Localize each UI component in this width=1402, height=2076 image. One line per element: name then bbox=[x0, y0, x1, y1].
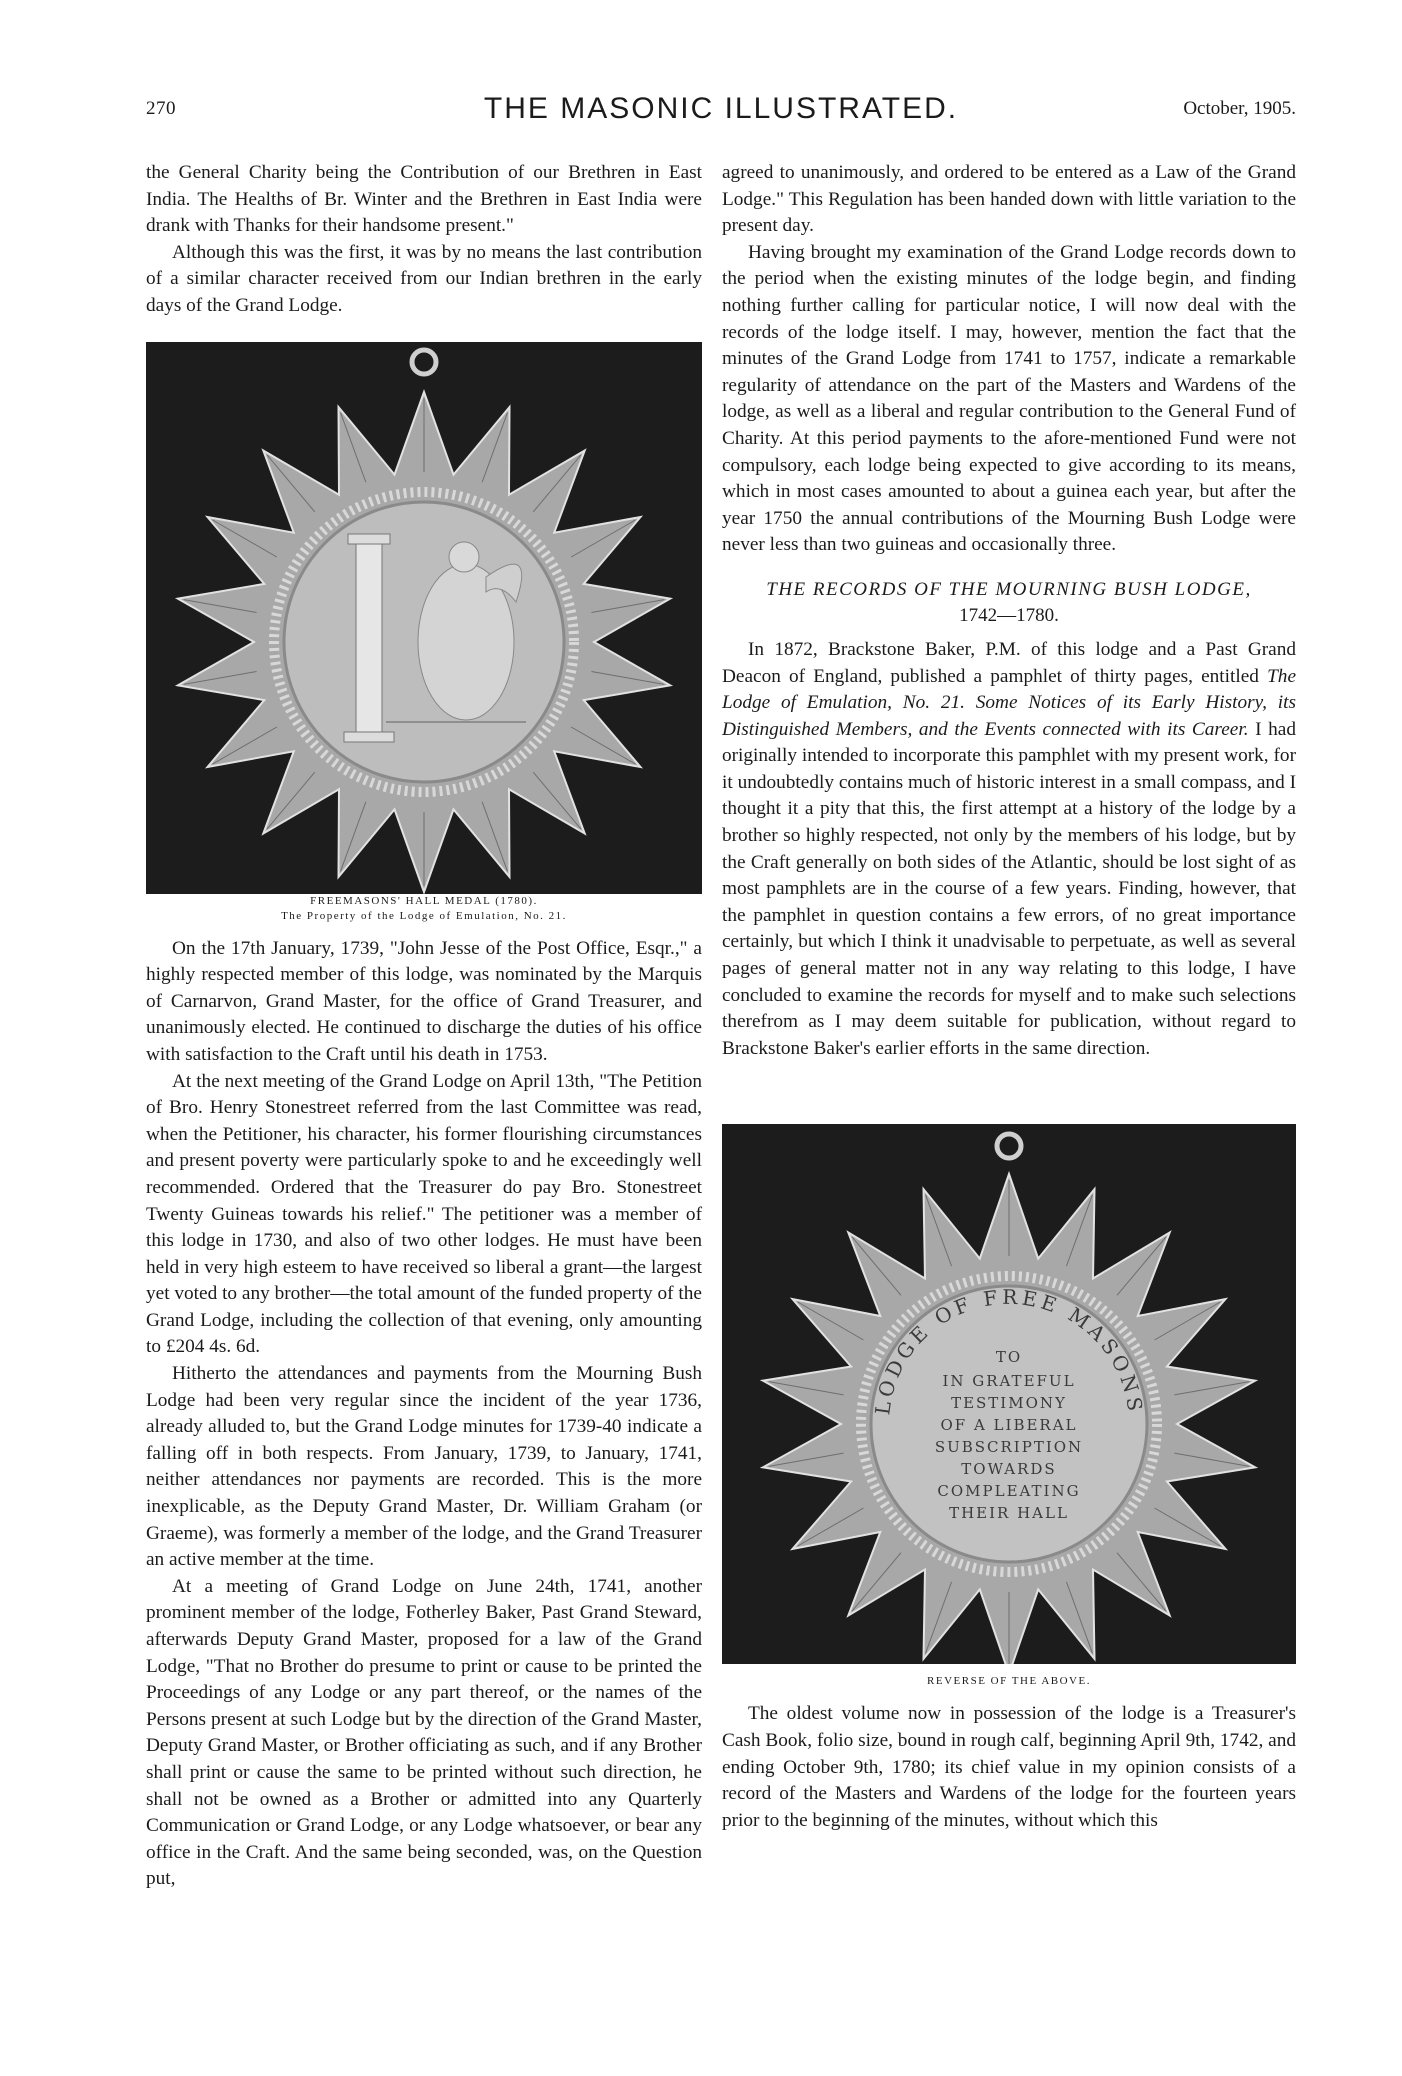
column-shape bbox=[356, 542, 382, 732]
paragraph: the General Charity being the Contribution of our Brethren in East India. The Healths of Br. Winter and the Brethren in East India were drank with Thanks for their handsome present." bbox=[146, 162, 702, 237]
right-column bbox=[722, 160, 1296, 1834]
inscription-line: SUBSCRIPTION bbox=[934, 1438, 1084, 1457]
inscription-line: TO bbox=[995, 1348, 1023, 1367]
medal-reverse-figure bbox=[722, 1124, 1296, 1689]
inscription-line: COMPLEATING bbox=[937, 1482, 1081, 1501]
paragraph: At the next meeting of the Grand Lodge on April 13th, "The Petition of Bro. Henry Stonestreet referred from the last Committee was read, when the Petitioner, his character, his former flourishing circumstances and present poverty were particularly spoke to and he exceedingly well recommended. Ordered that the Treasurer do pay Bro. Stonestreet Twenty Guineas towards his relief." The petitioner was a member of this lodge in 1730, and also of two other lodges. He must have been held in very high esteem to have received so liberal a grant—the largest yet voted to any brother—the total amount of the funded property of the Grand Lodge, including the collection of that evening, only amounting to £204 4s. 6d. bbox=[146, 1070, 702, 1358]
medal-rim-inscription: LODGE OF FREE MASONS bbox=[870, 1285, 1148, 1417]
page-header bbox=[146, 92, 1296, 132]
inscription-line: THEIR HALL bbox=[949, 1504, 1069, 1523]
paragraph: At a meeting of Grand Lodge on June 24th, 1741, another prominent member of the lodge, Fotherley Baker, Past Grand Steward, afterwards Deputy Grand Master, proposed for a law of the Grand Lodge, "That no Brother do presume to print or cause to be printed the Proceedings of any Lodge or any part thereof, or the names of the Persons present at such Lodge but by the direction of the Grand Master, Deputy Grand Master, or Brother officiating as such, and if any Brother shall print or cause the same to be printed without such direction, he shall not be owned as a Brother or admitted into any Quarterly Communication or Grand Lodge, or any Lodge whatsoever, or bear any office in the Craft. And the same being seconded, was, on the Question put, bbox=[146, 1575, 702, 1890]
left-column bbox=[146, 160, 702, 1893]
medal-obverse-image bbox=[146, 342, 702, 894]
section-years: 1742—1780. bbox=[959, 604, 1059, 626]
inscription-line: OF A LIBERAL bbox=[940, 1416, 1078, 1435]
paragraph: Hitherto the attendances and payments from the Mourning Bush Lodge had been very regular since the incident of the year 1736, already alluded to, but the Grand Lodge minutes for 1739-40 indicate a falling off in both respects. From January, 1739, to January, 1741, neither attendances nor payments are recorded. This is the more inexplicable, as the Deputy Grand Master, Dr. William Graham (or Graeme), was formerly a member of the lodge, and the Grand Treasurer an active member at the time. bbox=[146, 1363, 702, 1571]
paragraph: The oldest volume now in possession of the lodge is a Treasurer's Cash Book, folio size, bound in rough calf, beginning April 9th, 1742, and ending October 9th, 1780; its chief value in my opinion consists of a record of the Masters and Wardens of the lodge for the fourteen years prior to the beginning of the minutes, without which this bbox=[722, 1703, 1296, 1831]
figure-subcaption: The Property of the Lodge of Emulation, No. 21. bbox=[281, 909, 567, 922]
inscription-line: TOWARDS bbox=[961, 1460, 1057, 1479]
pamphlet-title: The Lodge of Emulation, No. 21. Some Notices of its Early History, its Distinguished Members, and the Events connected with its Career. bbox=[722, 665, 1296, 740]
paragraph: agreed to unanimously, and ordered to be entered as a Law of the Grand Lodge." This Regulation has been handed down with little variation to the present day. bbox=[722, 162, 1296, 237]
medal-reverse-image bbox=[722, 1124, 1296, 1664]
figure-caption: FREEMASONS' HALL MEDAL (1780). bbox=[310, 894, 538, 907]
page-number: 270 bbox=[146, 98, 176, 119]
medal-obverse-figure bbox=[146, 342, 702, 924]
inscription-line: TESTIMONY bbox=[951, 1394, 1067, 1413]
masthead-title: THE MASONIC ILLUSTRATED. bbox=[483, 92, 959, 125]
paragraph: On the 17th January, 1739, "John Jesse of the Post Office, Esqr.," a highly respected member of this lodge, was nominated by the Marquis of Carnarvon, Grand Master, for the office of Grand Treasurer, and unanimously elected. He continued to discharge the duties of his office with satisfaction to the Craft until his death in 1753. bbox=[146, 937, 702, 1065]
paragraph bbox=[722, 637, 1296, 1063]
paragraph: Although this was the first, it was by no means the last contribution of a similar character received from our Indian brethren in the early days of the Grand Lodge. bbox=[146, 241, 702, 316]
paragraph-text: In 1872, Brackstone Baker, P.M. of this lodge and a Past Grand Deacon of England, published a pamphlet of thirty pages, entitled bbox=[722, 638, 1296, 687]
figure-caption: REVERSE OF THE ABOVE. bbox=[927, 1675, 1091, 1688]
section-heading: THE RECORDS OF THE MOURNING BUSH LODGE, bbox=[766, 578, 1252, 600]
paragraph-text: I had originally intended to incorporate this pamphlet with my present work, for it undoubtedly contains much of historic interest in a small compass, and I thought it a pity that this, the first attempt at a history of the lodge by a brother so highly respected, not only by the members of his lodge, but by the Craft generally on both sides of the Atlantic, should be lost sight of as most pamphlets are in the course of a few years. Finding, however, that the pamphlet in question contains a few errors, of no great importance certainly, but which I think it unadvisable to perpetuate, as well as several pages of general matter not in any way relating to this lodge, I have concluded to examine the records for myself and to make such selections therefrom as I may deem suitable for publication, without regard to Brackstone Baker's earlier efforts in the same direction. bbox=[722, 718, 1296, 1059]
paragraph: Having brought my examination of the Grand Lodge records down to the period when the existing minutes of the lodge begin, and finding nothing further calling for particular notice, I will now deal with the records of the lodge itself. I may, however, mention the fact that the minutes of the Grand Lodge from 1741 to 1757, indicate a remarkable regularity of attendance on the part of the Masters and Wardens of the lodge, as well as a liberal and regular contribution to the General Fund of Charity. At this period payments to the afore-mentioned Fund were not compulsory, each lodge being expected to give according to its means, which in most cases amounted to about a guinea each year, but after the year 1750 the annual contributions of the Mourning Bush Lodge were never less than two guineas and occasionally three. bbox=[722, 241, 1296, 556]
inscription-line: IN GRATEFUL bbox=[942, 1372, 1076, 1391]
issue-date: October, 1905. bbox=[1183, 98, 1296, 119]
